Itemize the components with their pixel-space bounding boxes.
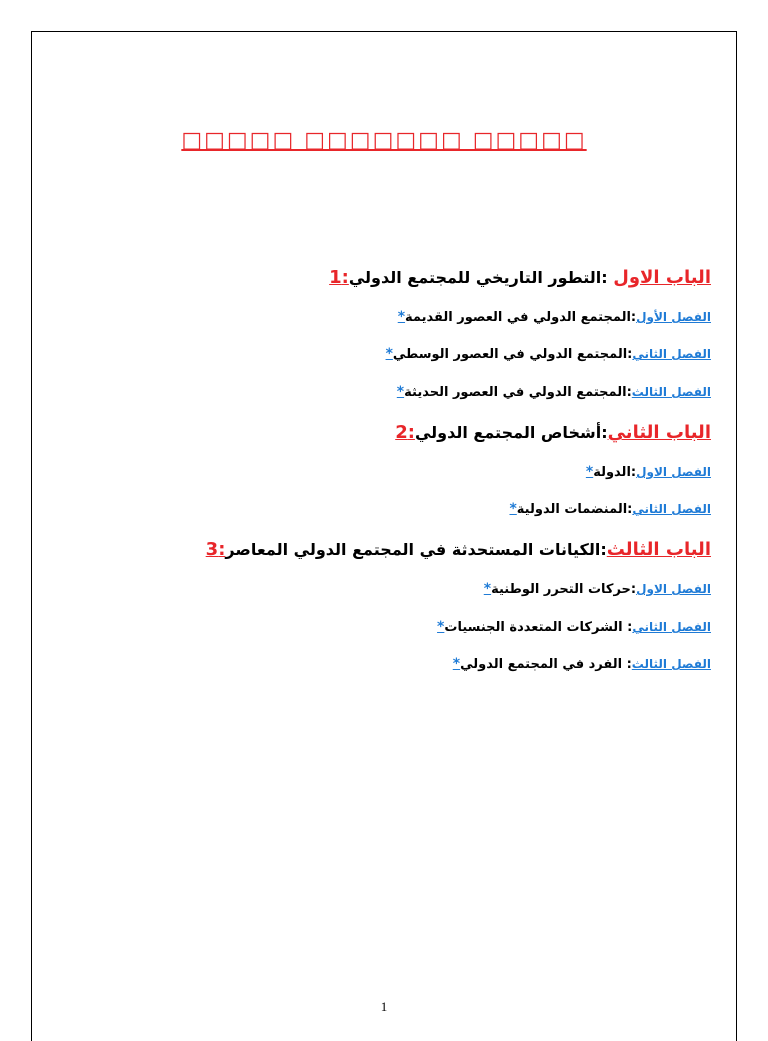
chapter-title: : الفرد في المجتمع الدولي (460, 657, 632, 672)
part-number: :3 (205, 539, 226, 560)
part-2-heading (395, 422, 711, 443)
part-number: :1 (329, 267, 349, 288)
chapter-2-1 (586, 464, 711, 480)
chapter-3-2 (437, 619, 711, 635)
part-1-heading (329, 267, 711, 288)
chapter-1-3 (397, 384, 711, 400)
chapter-title: :المنضمات الدولية (516, 502, 633, 517)
part-label: الباب الثاني (607, 422, 711, 443)
chapter-label: الفصل الأول (636, 310, 711, 324)
part-label: الباب الثالث (606, 539, 711, 560)
bullet-star: * (483, 581, 492, 597)
chapter-title: :حركات التحرر الوطنية (491, 582, 637, 597)
chapter-label: الفصل الثاني (632, 620, 711, 634)
bullet-star: * (385, 346, 393, 362)
page-number: 1 (380, 999, 388, 1014)
chapter-title: : الشركات المتعددة الجنسيات (444, 620, 633, 635)
part-label: الباب الاول (613, 267, 711, 288)
document-title: □□□□□ □□□□□□□ □□□□□ (181, 128, 587, 153)
bullet-star: * (396, 384, 405, 400)
chapter-title: :المجتمع الدولي في العصور القديمة (405, 310, 637, 325)
part-title: :أشخاص المجتمع الدولي (414, 423, 608, 442)
document-page (31, 31, 737, 1041)
bullet-star: * (452, 656, 461, 672)
chapter-1-2 (386, 346, 711, 362)
chapter-3-3 (453, 656, 711, 672)
part-3-heading (206, 539, 711, 560)
chapter-title: :المجتمع الدولي في العصور الحديثة (404, 385, 632, 400)
part-title: :التطور التاريخي للمجتمع الدولي (348, 268, 614, 287)
chapter-title: :المجتمع الدولي في العصور الوسطي (392, 347, 633, 362)
chapter-label: الفصل الثالث (631, 385, 711, 399)
bullet-star: * (437, 619, 445, 635)
chapter-label: الفصل الاول (636, 465, 711, 479)
chapter-label: الفصل الاول (636, 582, 711, 596)
part-title: :الكيانات المستحدثة في المجتمع الدولي المعاصر (225, 540, 607, 559)
bullet-star: * (509, 501, 517, 517)
chapter-1-1 (398, 309, 711, 325)
chapter-label: الفصل الثالث (631, 657, 711, 671)
bullet-star: * (585, 464, 594, 480)
chapter-3-1 (484, 581, 711, 597)
chapter-label: الفصل الثاني (632, 502, 711, 516)
bullet-star: * (397, 309, 406, 325)
part-number: :2 (395, 422, 415, 443)
chapter-label: الفصل الثاني (632, 347, 711, 361)
chapter-2-2 (509, 501, 711, 517)
chapter-title: :الدولة (593, 465, 637, 480)
